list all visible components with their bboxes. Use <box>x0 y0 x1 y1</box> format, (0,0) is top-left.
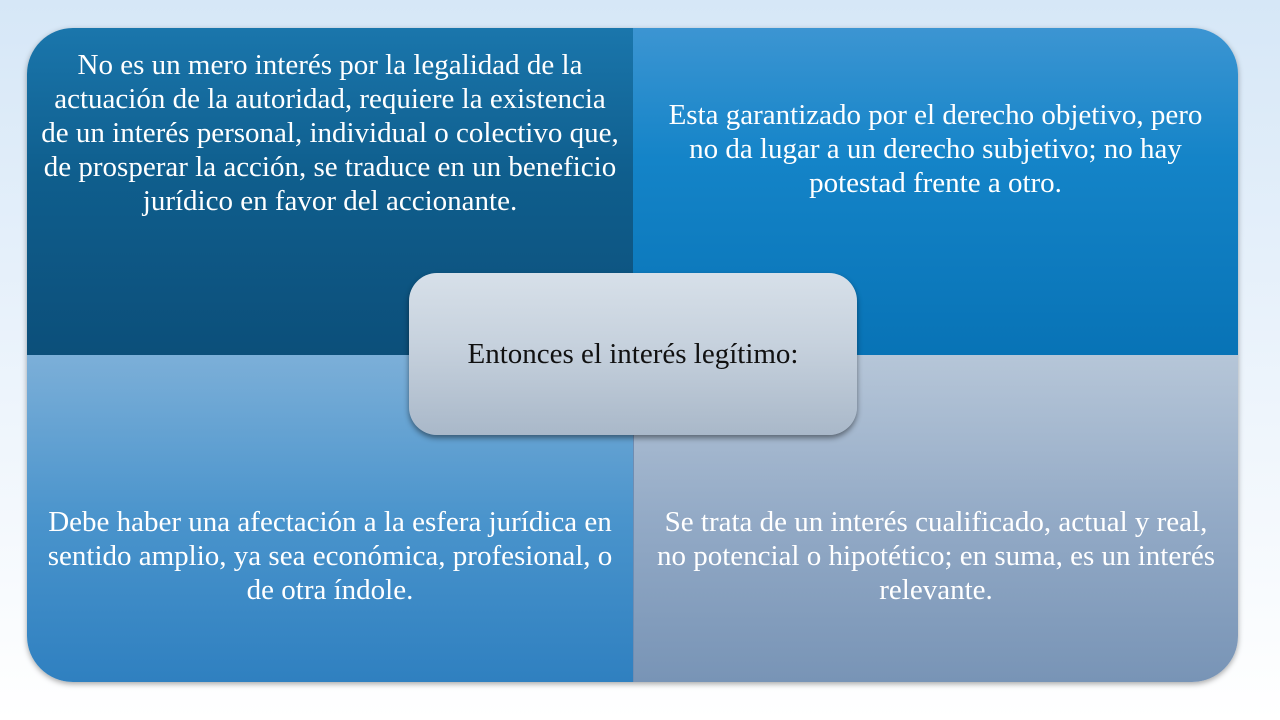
quadrant-bottom-left-text: Debe haber una afectación a la esfera jurídica en sentido amplio, ya sea económica, profesional, o de otra índole. <box>47 506 613 606</box>
center-label: Entonces el interés legítimo: <box>467 337 799 370</box>
quadrant-top-left-text: No es un mero interés por la legalidad de la actuación de la autoridad, requiere la existencia de un interés personal, individual o colectivo que, de prosperar la acción, se traduce en un beneficio jurídico en favor del accionante. <box>41 49 619 217</box>
quadrant-bottom-right-text: Se trata de un interés cualificado, actual y real, no potencial o hipotético; en suma, es un interés relevante. <box>656 506 1216 606</box>
center-box <box>409 273 857 435</box>
quadrant-top-right-text: Esta garantizado por el derecho objetivo, pero no da lugar a un derecho subjetivo; no hay potestad frente a otro. <box>668 99 1203 199</box>
